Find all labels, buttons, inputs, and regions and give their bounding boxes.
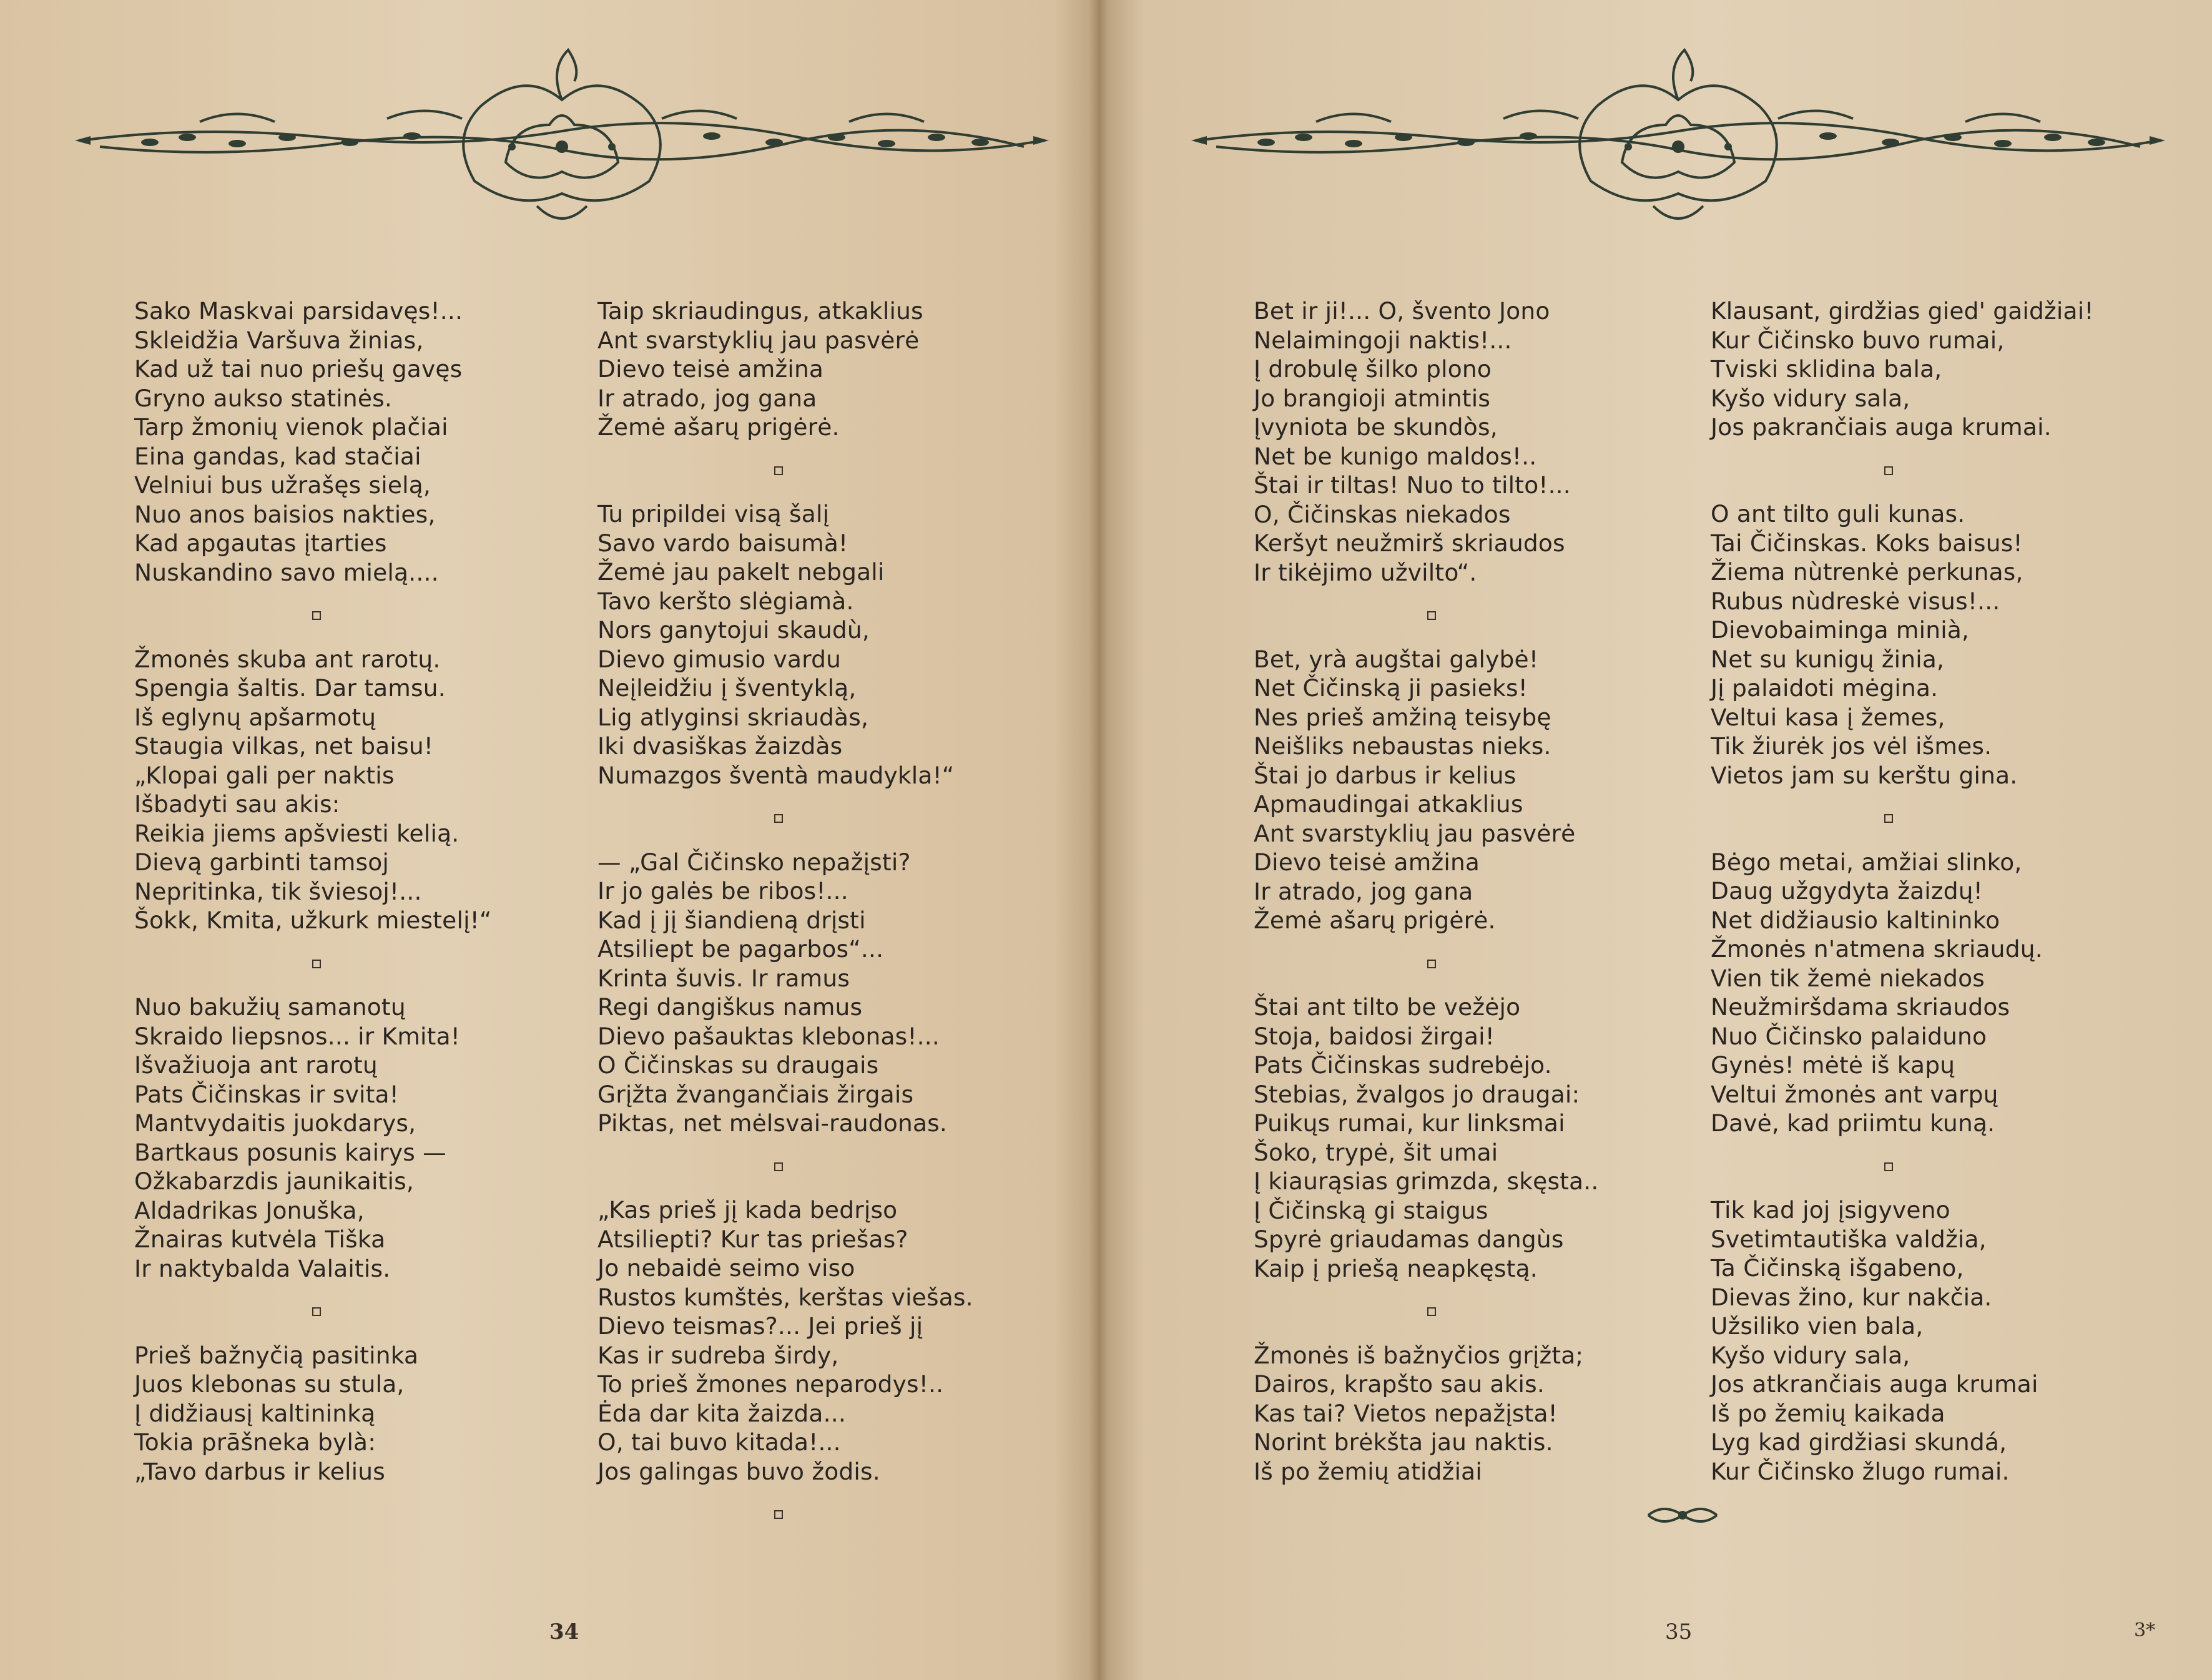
verse-line: Išvažiuoja ant rarotų bbox=[134, 1051, 378, 1079]
stanza-separator-icon bbox=[134, 601, 492, 631]
verse-line: Nuo Čičinsko palaiduno bbox=[1711, 1022, 1987, 1050]
verse-line: Klausant, girdžias gied' gaidžiai! bbox=[1711, 297, 2094, 325]
verse-line: Ėda dar kita žaizda... bbox=[597, 1399, 846, 1427]
verse-line: Žnairas kutvėla Tiška bbox=[134, 1226, 386, 1253]
verse-line: Žmonės skuba ant rarotų. bbox=[134, 645, 441, 673]
verse-line: Kad į jį šiandieną drįsti bbox=[597, 906, 866, 934]
verse-line: Jo nebaidė seimo viso bbox=[597, 1254, 855, 1282]
verse-line: Spengia šaltis. Dar tamsu. bbox=[134, 674, 446, 702]
verse-line: Apmaudingai atkaklius bbox=[1254, 790, 1523, 818]
verse-line: Šoko, trypė, šit umai bbox=[1254, 1138, 1498, 1166]
verse-line: Davė, kad priimtu kuną. bbox=[1711, 1109, 1995, 1137]
verse-line: Ir jo galės be ribos!... bbox=[597, 877, 848, 905]
verse-line: Neužmiršdama skriaudos bbox=[1711, 993, 2010, 1021]
verse-line: Net Čičinską ji pasieks! bbox=[1254, 674, 1528, 702]
verse-line: Kur Čičinsko buvo rumai, bbox=[1711, 326, 2005, 354]
verse-line: Dievo teisė amžina bbox=[597, 355, 824, 383]
verse-line: Neišliks nebaustas nieks. bbox=[1254, 732, 1551, 760]
verse-line: Nors ganytojui skaudù, bbox=[597, 616, 870, 644]
verse-line: Žemė ašarų prigėrė. bbox=[1254, 906, 1496, 934]
verse-line: Išbadyti sau akis: bbox=[134, 790, 340, 818]
verse-line: Mantvydaitis juokdarys, bbox=[134, 1109, 416, 1137]
stanza-separator-icon bbox=[597, 804, 973, 833]
stanza-separator-icon bbox=[1711, 456, 2094, 486]
stanza-separator-icon bbox=[597, 1152, 973, 1182]
verse-line: Rubus nùdreskė visus!... bbox=[1711, 587, 2000, 615]
verse-line: Žmonės n'atmena skriaudų. bbox=[1711, 935, 2043, 963]
verse-line: Tavo keršto slėgiamà. bbox=[597, 587, 854, 615]
verse-line: Atsiliept be pagarbos“... bbox=[597, 935, 884, 963]
verse-line: Prieš bažnyčią pasitinka bbox=[134, 1341, 419, 1369]
right-page-column-2 bbox=[1711, 297, 2094, 1486]
verse-line: Numazgos šventà maudykla!“ bbox=[597, 761, 955, 789]
verse-line: Į Čičinską gi staigus bbox=[1254, 1196, 1488, 1224]
verse-line: Štai ir tiltas! Nuo to tilto!... bbox=[1254, 471, 1571, 499]
verse-line: Į kiaurąsias grimzda, skęsta.. bbox=[1254, 1167, 1599, 1195]
book-gutter bbox=[1089, 0, 1108, 1680]
verse-line: „Klopai gali per naktis bbox=[134, 761, 395, 789]
verse-line: Norint brėkšta jau naktis. bbox=[1254, 1428, 1553, 1456]
verse-line: Tik žiurėk jos vėl išmes. bbox=[1711, 732, 1992, 760]
verse-line: Stebias, žvalgos jo draugai: bbox=[1254, 1080, 1580, 1108]
verse-line: Štai jo darbus ir kelius bbox=[1254, 761, 1516, 789]
verse-line: Keršyt neužmirš skriaudos bbox=[1254, 529, 1565, 557]
verse-line: Regi dangiškus namus bbox=[597, 993, 863, 1021]
verse-line: Dievą garbinti tamsoj bbox=[134, 848, 390, 876]
verse-line: Svetimtautiška valdžia, bbox=[1711, 1225, 1987, 1253]
stanza-separator-icon bbox=[1254, 950, 1599, 979]
verse-line: Aldadrikas Jonuška, bbox=[134, 1196, 365, 1224]
verse-line: O ant tilto guli kunas. bbox=[1711, 500, 1965, 528]
verse-line: Krinta šuvis. Ir ramus bbox=[597, 964, 850, 992]
verse-line: Taip skriaudingus, atkaklius bbox=[597, 297, 923, 325]
verse-line: Gynės! mėtė iš kapų bbox=[1711, 1051, 1955, 1079]
verse-line: Dievobaiminga minià, bbox=[1711, 616, 1970, 644]
verse-line: Jį palaidoti mėgina. bbox=[1711, 674, 1939, 702]
verse-line: Reikia jiems apšviesti kelią. bbox=[134, 819, 460, 847]
verse-line: Dairos, krapšto sau akis. bbox=[1254, 1370, 1545, 1398]
stanza-separator-icon bbox=[134, 1297, 492, 1327]
stanza-separator-icon bbox=[1711, 804, 2094, 833]
stanza-separator-icon bbox=[1254, 601, 1599, 631]
verse-line: Užsiliko vien bala, bbox=[1711, 1312, 1924, 1340]
verse-line: Dievo teisė amžina bbox=[1254, 848, 1480, 876]
verse-line: Ožkabarzdis jaunikaitis, bbox=[134, 1167, 414, 1195]
verse-line: „Tavo darbus ir kelius bbox=[134, 1457, 385, 1485]
verse-line: Nuo anos baisios nakties, bbox=[134, 500, 436, 528]
stanza-separator-icon bbox=[134, 950, 492, 979]
verse-line: Net didžiausio kaltininko bbox=[1711, 906, 2000, 934]
verse-line: Sako Maskvai parsidavęs!... bbox=[134, 297, 463, 325]
floral-headpiece-icon bbox=[75, 44, 1049, 231]
verse-line: Pats Čičinskas ir svita! bbox=[134, 1080, 399, 1108]
verse-line: Nuo bakužių samanotų bbox=[134, 993, 406, 1021]
verse-line: Nelaimingoji naktis!... bbox=[1254, 326, 1512, 354]
verse-line: Kyšo vidury sala, bbox=[1711, 1341, 1910, 1369]
verse-line: „Kas prieš jį kada bedrįso bbox=[597, 1196, 898, 1224]
verse-line: Nuskandino savo mielą.... bbox=[134, 558, 439, 586]
floral-tailpiece-icon bbox=[1645, 1500, 1720, 1533]
verse-line: Ta Čičinską išgabeno, bbox=[1711, 1254, 1964, 1282]
verse-line: Tokia prāšneka bylà: bbox=[134, 1428, 376, 1456]
verse-line: Jos atkrančiais auga krumai bbox=[1711, 1370, 2038, 1398]
verse-line: Ir naktybalda Valaitis. bbox=[134, 1254, 391, 1282]
verse-line: Veltui žmonės ant varpų bbox=[1711, 1080, 1998, 1108]
verse-line: — „Gal Čičinsko nepažįsti? bbox=[597, 848, 911, 876]
verse-line: Kur Čičinsko žlugo rumai. bbox=[1711, 1457, 2010, 1485]
left-page-column-2 bbox=[597, 297, 973, 1544]
verse-line: Velniui bus užrašęs sielą, bbox=[134, 471, 431, 499]
verse-line: Tarp žmonių vienok plačiai bbox=[134, 413, 448, 441]
verse-line: Grįžta žvangančiais žirgais bbox=[597, 1080, 914, 1108]
verse-line: Žemė ašarų prigėrė. bbox=[597, 413, 840, 441]
verse-line: Tik kad joj įsigyveno bbox=[1711, 1196, 1950, 1224]
verse-line: Skraido liepsnos... ir Kmita! bbox=[134, 1022, 460, 1050]
verse-line: Tai Čičinskas. Koks baisus! bbox=[1711, 529, 2023, 557]
verse-line: Įvyniota be skundòs, bbox=[1254, 413, 1498, 441]
page-number-left: 34 bbox=[549, 1619, 579, 1644]
verse-line: Skleidžia Varšuva žinias, bbox=[134, 326, 424, 354]
verse-line: Eina gandas, kad stačiai bbox=[134, 442, 421, 470]
verse-line: Tviski sklidina bala, bbox=[1711, 355, 1942, 383]
verse-line: Žiema nùtrenkė perkunas, bbox=[1711, 558, 2023, 586]
stanza-separator-icon bbox=[597, 1500, 973, 1530]
verse-line: Šokk, Kmita, užkurk miestelį!“ bbox=[134, 906, 492, 934]
verse-line: Gryno aukso statinės. bbox=[134, 384, 393, 412]
verse-line: Jos pakrančiais auga krumai. bbox=[1711, 413, 2052, 441]
verse-line: Ant svarstyklių jau pasvėrė bbox=[1254, 819, 1576, 847]
verse-line: Spyrė griaudamas dangùs bbox=[1254, 1226, 1564, 1253]
verse-line: Daug užgydyta žaizdų! bbox=[1711, 877, 1983, 905]
verse-line: Net be kunigo maldos!.. bbox=[1254, 442, 1537, 470]
verse-line: Bėgo metai, amžiai slinko, bbox=[1711, 848, 2022, 876]
verse-line: Dievo teismas?... Jei prieš jį bbox=[597, 1312, 923, 1340]
verse-line: Žemė jau pakelt nebgali bbox=[597, 558, 885, 586]
verse-line: Kas tai? Vietos nepažįsta! bbox=[1254, 1399, 1558, 1427]
verse-line: Atsiliepti? Kur tas priešas? bbox=[597, 1225, 908, 1253]
verse-line: Neįleidžiu į šventyklą, bbox=[597, 674, 857, 702]
verse-line: Dievas žino, kur nakčia. bbox=[1711, 1283, 1992, 1311]
verse-line: Nepritinka, tik šviesoj!... bbox=[134, 877, 422, 905]
verse-line: Vietos jam su kerštu gina. bbox=[1711, 761, 2018, 789]
verse-line: Ir atrado, jog gana bbox=[1254, 877, 1473, 905]
verse-line: Veltui kasa į žemes, bbox=[1711, 703, 1945, 731]
page-number-right: 35 bbox=[1665, 1619, 1693, 1644]
verse-line: Juos klebonas su stula, bbox=[134, 1370, 405, 1398]
verse-line: To prieš žmones neparodys!.. bbox=[597, 1370, 944, 1398]
verse-line: Kad už tai nuo priešų gavęs bbox=[134, 355, 463, 383]
verse-line: Žmonės iš bažnyčios grįžta; bbox=[1254, 1341, 1584, 1369]
verse-line: Iš eglynų apšarmotų bbox=[134, 703, 376, 731]
verse-line: Puikųs rumai, kur linksmai bbox=[1254, 1109, 1565, 1137]
verse-line: Iš po žemių kaikada bbox=[1711, 1399, 1945, 1427]
verse-line: Į didžiausį kaltininką bbox=[134, 1399, 376, 1427]
verse-line: Bet ir ji!... O, švento Jono bbox=[1254, 297, 1550, 325]
verse-line: Lig atlyginsi skriaudàs, bbox=[597, 703, 869, 731]
stanza-separator-icon bbox=[1254, 1297, 1599, 1327]
verse-line: Lyg kad girdžiasi skundá, bbox=[1711, 1428, 2007, 1456]
verse-line: Iki dvasiškas žaizdàs bbox=[597, 732, 843, 760]
verse-line: Štai ant tilto be vežėjo bbox=[1254, 993, 1521, 1021]
verse-line: Rustos kumštės, kerštas viešas. bbox=[597, 1283, 973, 1311]
verse-line: Kas ir sudreba širdy, bbox=[597, 1341, 839, 1369]
verse-line: Ant svarstyklių jau pasvėrė bbox=[597, 326, 920, 354]
verse-line: Iš po žemių atidžiai bbox=[1254, 1457, 1482, 1485]
verse-line: Piktas, net mėlsvai-raudonas. bbox=[597, 1109, 948, 1137]
verse-line: Stoja, baidosi žirgai! bbox=[1254, 1022, 1495, 1050]
verse-line: Net su kunigų žinia, bbox=[1711, 645, 1945, 673]
verse-line: Vien tik žemė niekados bbox=[1711, 964, 1985, 992]
verse-line: Ir atrado, jog gana bbox=[597, 384, 817, 412]
floral-headpiece-icon bbox=[1191, 44, 2165, 231]
verse-line: Staugia vilkas, net baisu! bbox=[134, 732, 434, 760]
right-page-column-1 bbox=[1254, 297, 1599, 1486]
signature-mark: 3* bbox=[2134, 1619, 2156, 1641]
verse-line: Dievo gimusio vardu bbox=[597, 645, 842, 673]
verse-line: Bet, yrà augštai galybė! bbox=[1254, 645, 1539, 673]
verse-line: Tu pripildei visą šalį bbox=[597, 500, 830, 528]
left-page bbox=[0, 0, 1099, 1680]
verse-line: Kyšo vidury sala, bbox=[1711, 384, 1910, 412]
verse-line: Jo brangioji atmintis bbox=[1254, 384, 1491, 412]
verse-line: Pats Čičinskas sudrebėjo. bbox=[1254, 1051, 1552, 1079]
verse-line: Jos galingas buvo žodis. bbox=[597, 1457, 880, 1485]
verse-line: Į drobulę šilko plono bbox=[1254, 355, 1492, 383]
verse-line: Bartkaus posunis kairys — bbox=[134, 1138, 446, 1166]
stanza-separator-icon bbox=[1711, 1152, 2094, 1182]
verse-line: Kad apgautas įtarties bbox=[134, 529, 387, 557]
verse-line: O, tai buvo kitada!... bbox=[597, 1428, 841, 1456]
verse-line: Dievo pašauktas klebonas!... bbox=[597, 1022, 940, 1050]
verse-line: O Čičinskas su draugais bbox=[597, 1051, 879, 1079]
verse-line: Nes prieš amžiną teisybę bbox=[1254, 703, 1551, 731]
verse-line: Savo vardo baisumà! bbox=[597, 529, 848, 557]
verse-line: O, Čičinskas niekados bbox=[1254, 500, 1511, 528]
left-page-column-1 bbox=[134, 297, 492, 1486]
verse-line: Kaip į priešą neapkęstą. bbox=[1254, 1254, 1538, 1282]
stanza-separator-icon bbox=[597, 456, 973, 486]
verse-line: Ir tikėjimo užvilto“. bbox=[1254, 558, 1477, 586]
